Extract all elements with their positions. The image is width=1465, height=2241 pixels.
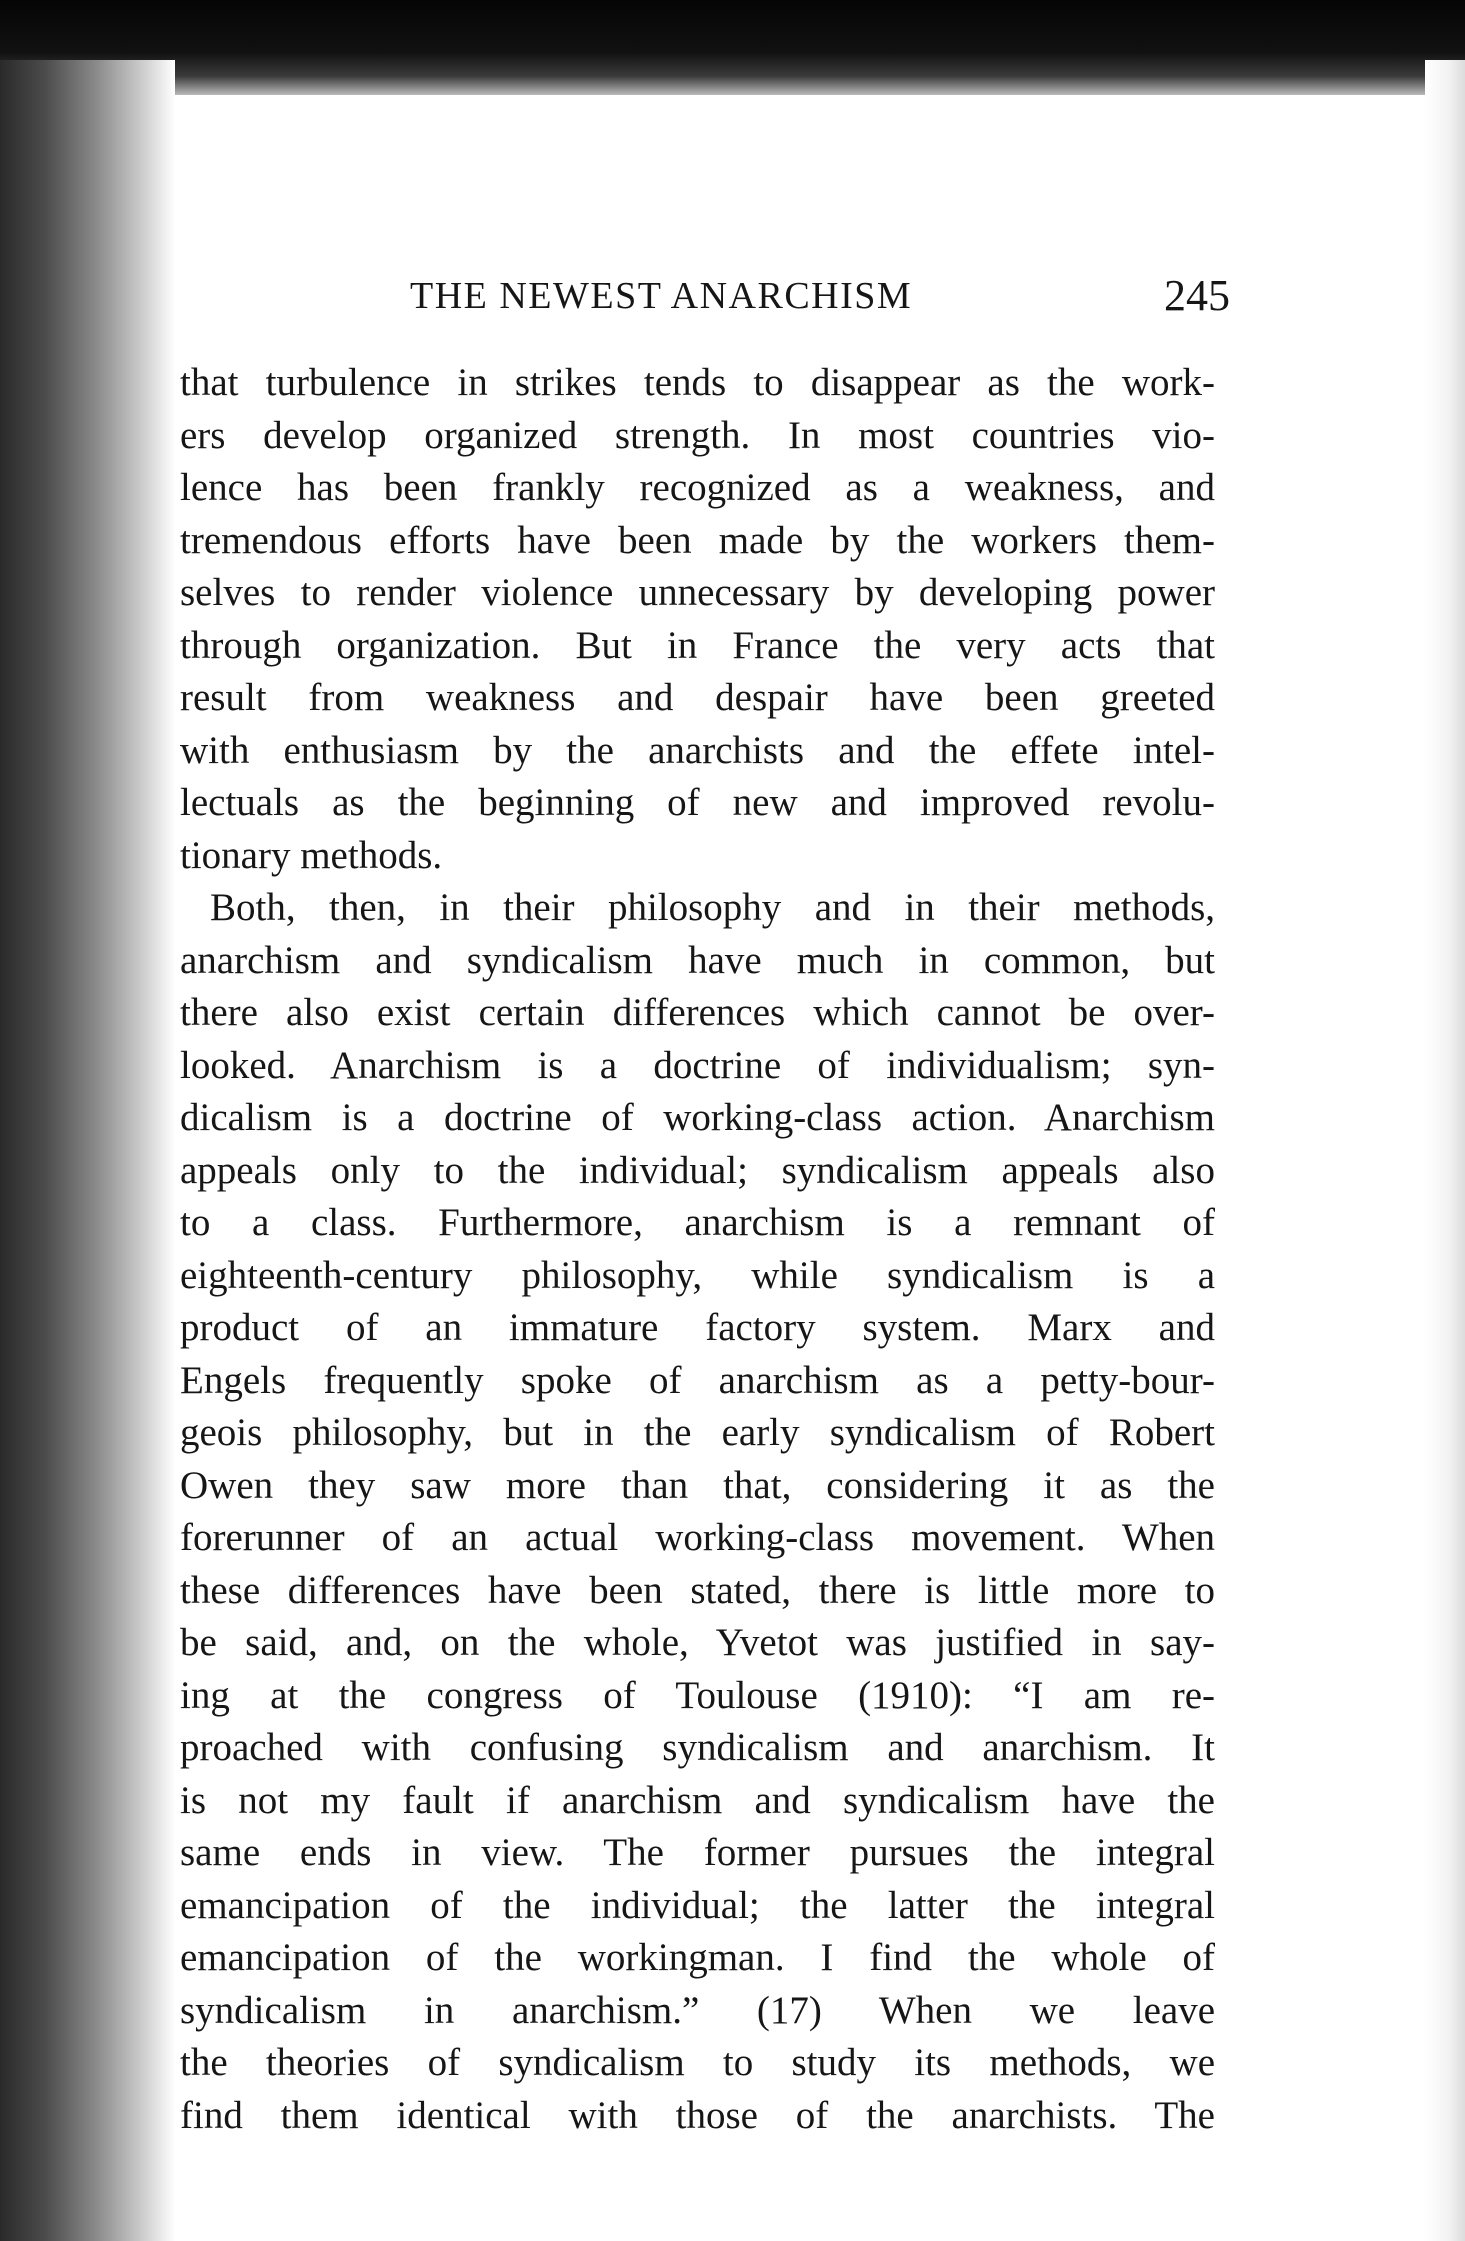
- text-line: same ends in view. The former pursues the integral: [180, 1831, 1215, 1874]
- text-line: eighteenth-century philosophy, while syndicalism is a: [180, 1253, 1215, 1297]
- text-line: dicalism is a doctrine of working-class action. Anarchism: [180, 1096, 1215, 1139]
- text-line: lectuals as the beginning of new and improved revolu-: [180, 781, 1215, 824]
- text-line: emancipation of the workingman. I find the whole of: [180, 1936, 1215, 1979]
- text-line: through organization. But in France the very acts that: [180, 623, 1215, 667]
- text-line: geois philosophy, but in the early syndicalism of Robert: [180, 1411, 1215, 1454]
- text-line: ers develop organized strength. In most countries vio-: [180, 413, 1215, 457]
- text-line: selves to render violence unnecessary by developing power: [180, 571, 1215, 614]
- text-line: be said, and, on the whole, Yvetot was justified in say-: [180, 1621, 1215, 1664]
- text-line: ing at the congress of Toulouse (1910): “I am re-: [180, 1673, 1215, 1717]
- page-right-edge: [1425, 60, 1465, 2241]
- page-number: 245: [1164, 271, 1230, 320]
- running-head: [410, 270, 1230, 340]
- book-gutter-shadow: [0, 60, 175, 2241]
- text-line: anarchism and syndicalism have much in common, but: [180, 938, 1215, 982]
- text-line: syndicalism in anarchism.” (17) When we leave: [180, 1988, 1215, 2032]
- text-line: appeals only to the individual; syndicalism appeals also: [180, 1148, 1215, 1192]
- text-line: the theories of syndicalism to study its methods, we: [180, 2041, 1215, 2084]
- running-head-title: THE NEWEST ANARCHISM: [410, 275, 913, 317]
- scan-top-edge: [0, 0, 1465, 95]
- text-line: Engels frequently spoke of anarchism as a petty-bour-: [180, 1358, 1215, 1402]
- text-line: looked. Anarchism is a doctrine of individualism; syn-: [180, 1043, 1215, 1087]
- text-line: find them identical with those of the anarchists. The: [180, 2093, 1215, 2137]
- text-line: tionary methods.: [180, 833, 443, 877]
- body-text: [180, 357, 1215, 2142]
- text-line: product of an immature factory system. Marx and: [180, 1306, 1215, 1349]
- text-line: emancipation of the individual; the latter the integral: [180, 1883, 1215, 1927]
- text-line: to a class. Furthermore, anarchism is a remnant of: [180, 1201, 1215, 1244]
- text-line: that turbulence in strikes tends to disappear as the work-: [180, 361, 1215, 404]
- text-line: forerunner of an actual working-class movement. When: [180, 1516, 1215, 1559]
- text-line: Owen they saw more than that, considering it as the: [180, 1463, 1215, 1507]
- text-line: there also exist certain differences which cannot be over-: [180, 991, 1215, 1034]
- text-line: tremendous efforts have been made by the workers them-: [180, 518, 1215, 562]
- text-line: Both, then, in their philosophy and in their methods,: [210, 886, 1215, 929]
- text-line: these differences have been stated, there is little more to: [180, 1568, 1215, 1612]
- text-line: proached with confusing syndicalism and anarchism. It: [180, 1726, 1215, 1769]
- text-line: is not my fault if anarchism and syndicalism have the: [180, 1778, 1215, 1822]
- text-line: with enthusiasm by the anarchists and the effete intel-: [180, 728, 1215, 772]
- text-line: lence has been frankly recognized as a weakness, and: [180, 466, 1215, 509]
- text-line: result from weakness and despair have been greeted: [180, 676, 1215, 719]
